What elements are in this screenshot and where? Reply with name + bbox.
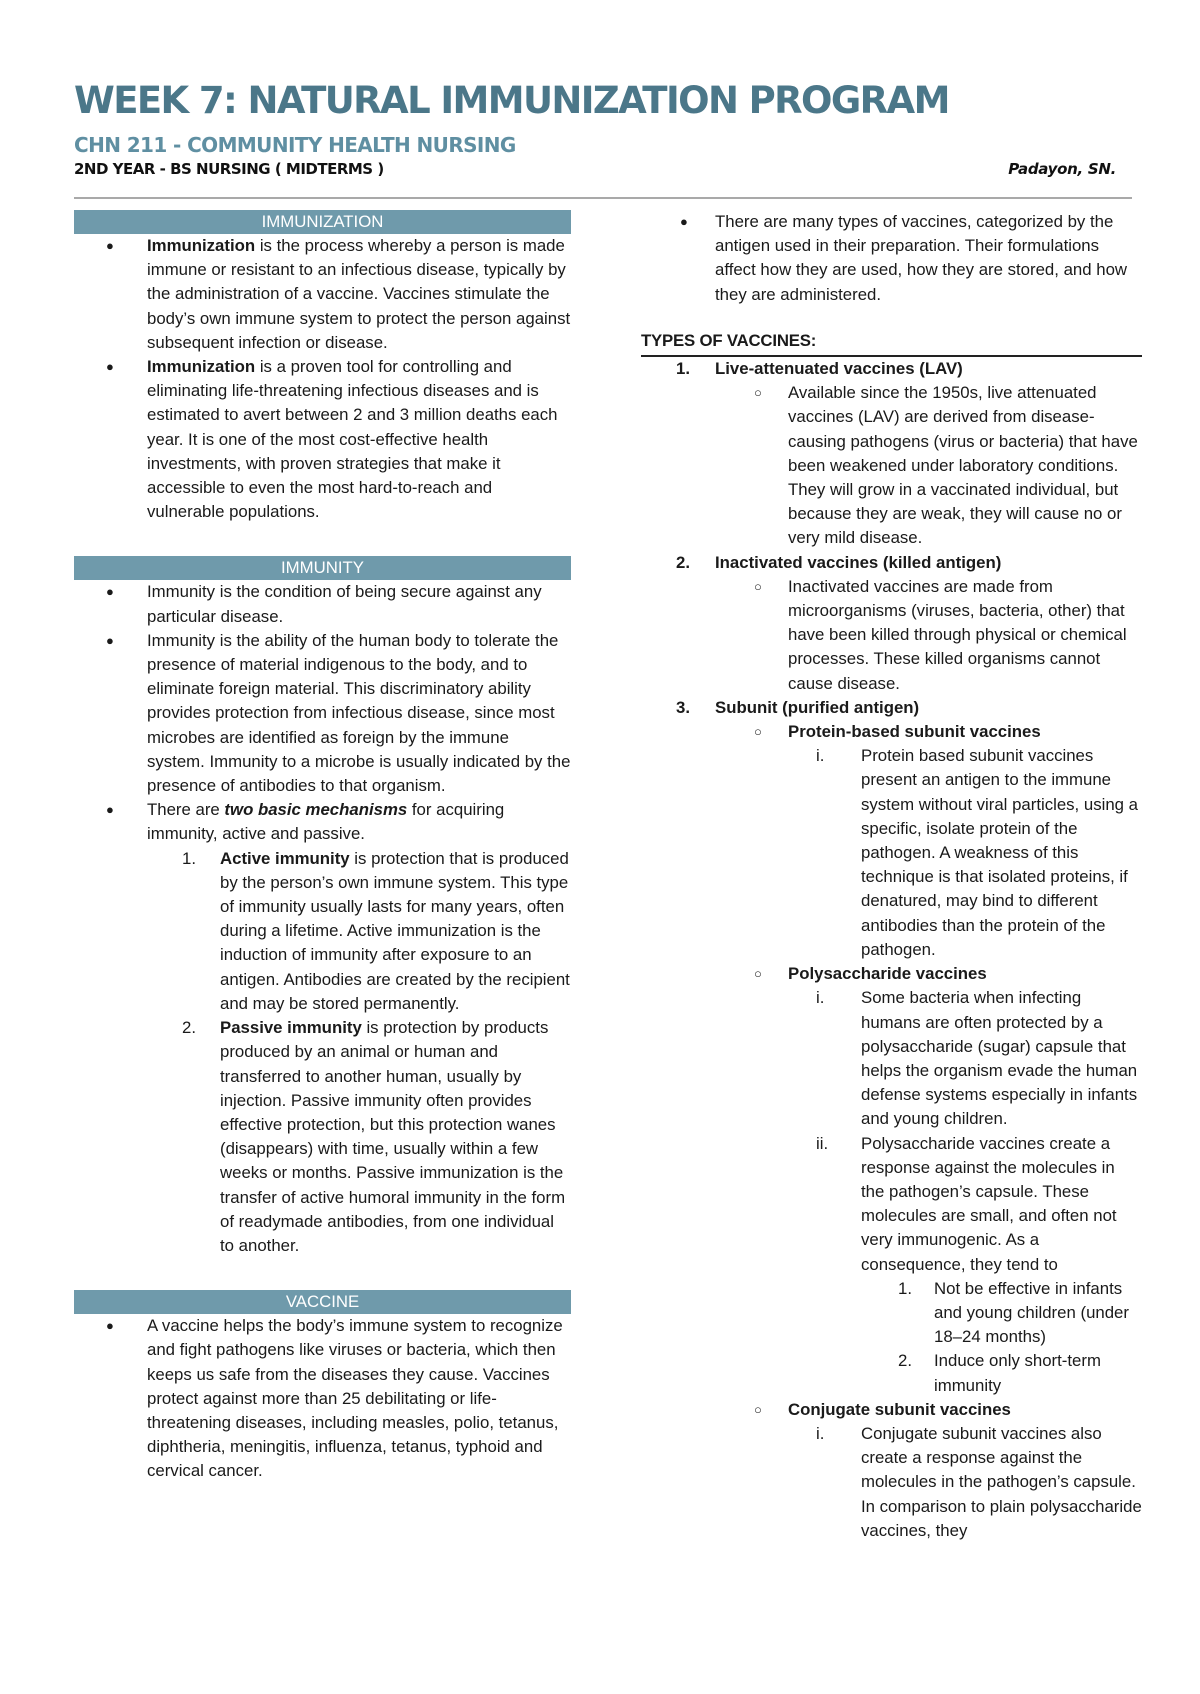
bullet-icon: ●: [106, 632, 114, 648]
subtype-polysaccharide: [642, 962, 1142, 986]
definition-text: is a proven tool for controlling and eliminating life-threatening infectious diseases and is estimated to avert between 2 and 3 million deaths each year. It is one of the most cost-effective health investments, with proven strategies that make it accessible to even the most hard-to-reach and vulnerable populations.: [147, 357, 558, 522]
immunity-list: [74, 580, 571, 1258]
subtype-title: Polysaccharide vaccines: [788, 964, 987, 984]
roman-numeral: i.: [816, 988, 825, 1008]
definition-text: is the process whereby a person is made immune or resistant to an infectious disease, typically by the administration of a vaccine. Vaccines stimulate the body’s own immune system to protect the person against subsequent infection or disease.: [147, 236, 571, 352]
list-item: [74, 355, 571, 524]
list-item: [74, 798, 571, 846]
types-list: [642, 357, 1142, 1543]
type-lav: [642, 357, 1142, 381]
paragraph-text: There are: [147, 800, 225, 820]
paragraph-text: for acquiring immunity, active and passive.: [147, 800, 505, 844]
type-title: Subunit (purified antigen): [715, 697, 920, 717]
list-item: [642, 1349, 1142, 1397]
paragraph-text: Protein based subunit vaccines present an antigen to the immune system without viral particles, using a specific, isolate protein of the pathogen. A weakness of this technique is that isolated proteins, if denatured, may bind to different antibodies than the protein of the pathogen.: [861, 746, 1138, 959]
list-number: 3.: [676, 697, 690, 717]
type-title: Live-attenuated vaccines (LAV): [715, 359, 963, 379]
list-number: 1.: [898, 1278, 912, 1298]
header-divider: [74, 197, 1132, 199]
emphasis-text: two basic mechanisms: [224, 800, 408, 820]
roman-numeral: i.: [816, 1423, 825, 1443]
section-band-vaccine: VACCINE: [74, 1290, 571, 1314]
type-title: Inactivated vaccines (killed antigen): [715, 552, 1002, 572]
mini-bullet-icon: ○: [754, 724, 762, 740]
term-bold: Active immunity: [220, 848, 350, 868]
paragraph-text: Available since the 1950s, live attenuated vaccines (LAV) are derived from disease-causing pathogens (virus or bacteria) that have been weakened under laboratory conditions. They will grow in a vaccinated individual, but because they are weak, they will cause no or very mild disease.: [788, 383, 1138, 548]
document-header: [74, 78, 1126, 178]
list-item: [74, 629, 571, 798]
subtype-protein: [642, 720, 1142, 744]
term-bold: Immunization: [147, 357, 256, 377]
type-subunit: [642, 696, 1142, 720]
paragraph-text: A vaccine helps the body’s immune system to recognize and fight pathogens like viruses or bacteria, which then keeps us safe from the diseases they cause. Vaccines protect against more than 25 debilitating or life-threatening diseases, including measles, polio, tetanus, diphtheria, meningitis, influenza, tetanus, typhoid and cervical cancer.: [147, 1316, 563, 1481]
paragraph-text: Some bacteria when infecting humans are often protected by a polysaccharide (sugar) capsule that helps the organism evade the human defense systems especially in infants and young children.: [861, 988, 1138, 1129]
definition-text: is protection by products produced by an animal or human and transferred to another human, usually by injection. Passive immunity often provides effective protection, but this protection wanes (disappears) with time, usually within a few weeks or months. Passive immunization is the transfer of active humoral immunity in the form of readymade antibodies, from one individual to another.: [220, 1018, 566, 1255]
page-title: WEEK 7: NATURAL IMMUNIZATION PROGRAM: [74, 79, 949, 122]
left-column: [74, 210, 571, 1484]
list-item: [642, 381, 1142, 550]
paragraph-text: Inactivated vaccines are made from microorganisms (viruses, bacteria, other) that have been killed through physical or chemical processes. These killed organisms cannot cause disease.: [788, 576, 1127, 693]
subtype-title: Protein-based subunit vaccines: [788, 722, 1041, 742]
list-number: 2.: [182, 1018, 196, 1038]
intro-list: [642, 210, 1142, 307]
paragraph-text: Induce only short-term immunity: [934, 1351, 1101, 1395]
mini-bullet-icon: ○: [754, 1401, 762, 1417]
term-bold: Passive immunity: [220, 1018, 362, 1038]
author-name: Padayon, SN.: [1008, 160, 1116, 178]
list-number: 2.: [676, 552, 690, 572]
bullet-icon: ●: [106, 584, 114, 600]
vaccine-list: [74, 1314, 571, 1483]
list-item: [642, 986, 1142, 1131]
type-inactivated: [642, 551, 1142, 575]
bullet-icon: ●: [106, 1318, 114, 1334]
list-item: [642, 1277, 1142, 1350]
list-item-passive-immunity: [74, 1016, 571, 1258]
meta-row: [74, 160, 1126, 178]
list-item: [74, 580, 571, 628]
list-item: [642, 210, 1142, 307]
section-band-immunization: IMMUNIZATION: [74, 210, 571, 234]
list-item: [642, 1132, 1142, 1277]
paragraph-text: Immunity is the condition of being secure against any particular disease.: [147, 582, 542, 626]
hollow-bullet-icon: ○: [754, 578, 762, 594]
paragraph-text: Immunity is the ability of the human body to tolerate the presence of material indigenous to the body, and to eliminate foreign material. This discriminatory ability provides protection from infectious disease, since most microbes are identified as foreign by the immune system. Immunity to a microbe is usually indicated by the presence of antibodies to that organism.: [147, 630, 571, 796]
list-item: [642, 744, 1142, 962]
list-item: [74, 1314, 571, 1483]
paragraph-text: Not be effective in infants and young children (under 18–24 months): [934, 1278, 1129, 1347]
list-item: [642, 575, 1142, 696]
bullet-icon: ●: [106, 359, 114, 375]
term-bold: Immunization: [147, 236, 256, 255]
spacer: [74, 524, 571, 556]
list-item: [642, 1422, 1142, 1543]
roman-numeral: i.: [816, 746, 825, 766]
subtype-title: Conjugate subunit vaccines: [788, 1399, 1011, 1419]
roman-numeral: ii.: [816, 1133, 829, 1153]
paragraph-text: There are many types of vaccines, categorized by the antigen used in their preparation. Their formulations affect how they are used, how they are stored, and how they are administered.: [715, 212, 1128, 304]
right-column: [642, 210, 1142, 1543]
types-heading: TYPES OF VACCINES:: [641, 329, 1142, 357]
spacer: [74, 1258, 571, 1290]
year-line: 2ND YEAR - BS NURSING ( MIDTERMS ): [74, 160, 384, 178]
bullet-icon: ●: [106, 238, 114, 253]
list-item: [74, 234, 571, 355]
hollow-bullet-icon: ○: [754, 385, 762, 401]
paragraph-text: Polysaccharide vaccines create a response against the molecules in the pathogen’s capsule. These molecules are small, and often not very immunogenic. As a consequence, they tend to: [861, 1133, 1117, 1274]
list-number: 1.: [676, 359, 690, 379]
mini-bullet-icon: ○: [754, 966, 762, 982]
bullet-icon: ●: [106, 802, 114, 818]
bullet-icon: ●: [680, 214, 688, 229]
course-subtitle: CHN 211 - COMMUNITY HEALTH NURSING: [74, 133, 516, 157]
list-number: 2.: [898, 1351, 912, 1371]
list-number: 1.: [182, 848, 196, 868]
immunization-list: [74, 234, 571, 524]
section-band-immunity: IMMUNITY: [74, 556, 571, 580]
subtype-conjugate: [642, 1398, 1142, 1422]
list-item-active-immunity: [74, 847, 571, 1016]
definition-text: is protection that is produced by the person’s own immune system. This type of immunity usually lasts for many years, often during a lifetime. Active immunization is the induction of immunity after exposure to an antigen. Antibodies are created by the recipient and may be stored permanently.: [220, 848, 570, 1013]
paragraph-text: Conjugate subunit vaccines also create a response against the molecules in the pathogen’s capsule. In comparison to plain polysaccharide vaccines, they: [861, 1423, 1142, 1540]
